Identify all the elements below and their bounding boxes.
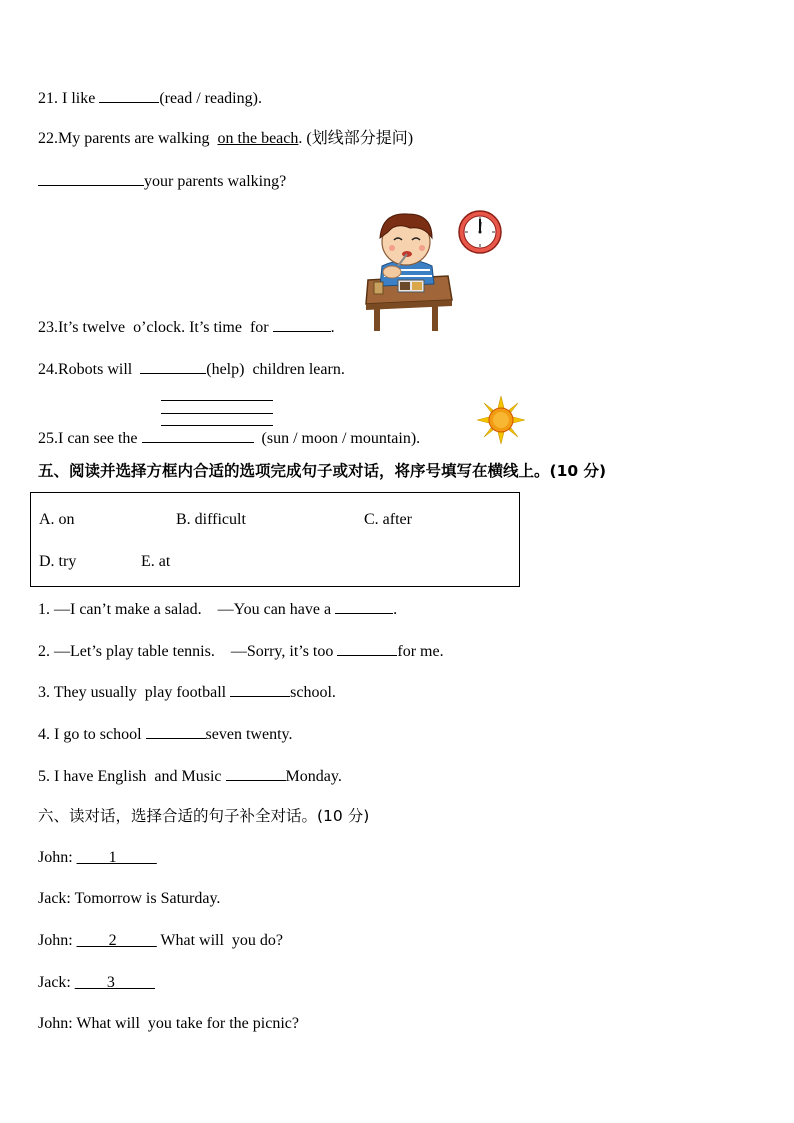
writing-line <box>161 425 273 426</box>
clock-icon <box>457 209 503 255</box>
s5-item-3: 3. They usually play football school. <box>38 681 336 703</box>
question-24: 24.Robots will (help) children learn. <box>38 358 345 380</box>
answer-blank[interactable]: ____2_____ <box>76 932 157 949</box>
dialogue-line: Jack: Tomorrow is Saturday. <box>38 890 221 907</box>
answer-blank[interactable] <box>337 640 397 656</box>
options-box <box>30 492 520 587</box>
sun-icon <box>477 396 525 444</box>
question-21: 21. I like (read / reading). <box>38 87 262 109</box>
answer-blank[interactable] <box>38 170 144 186</box>
answer-blank[interactable]: ____3_____ <box>74 974 155 991</box>
answer-blank[interactable] <box>142 427 254 443</box>
option-c: C. after <box>364 511 412 528</box>
dialogue-line: John: ____1_____ <box>38 849 157 866</box>
question-23: 23.It’s twelve o’clock. It’s time for . <box>38 316 335 338</box>
option-a: A. on <box>39 511 75 528</box>
s5-item-1: 1. —I can’t make a salad. —You can have a . <box>38 598 397 620</box>
answer-blank[interactable] <box>335 598 393 614</box>
writing-line <box>161 400 273 401</box>
answer-blank[interactable] <box>146 723 206 739</box>
writing-line <box>161 413 273 414</box>
question-25: 25.I can see the (sun / moon / mountain). <box>38 427 420 449</box>
answer-blank[interactable]: ____1_____ <box>76 849 157 866</box>
dialogue-line: John: ____2_____ What will you do? <box>38 932 284 949</box>
s5-item-5: 5. I have English and Music Monday. <box>38 765 342 787</box>
option-d: D. try <box>39 553 77 570</box>
answer-blank[interactable] <box>230 681 290 697</box>
s5-item-4: 4. I go to school seven twenty. <box>38 723 292 745</box>
boy-eating-illustration <box>362 208 454 334</box>
dialogue-line: John: What will you take for the picnic? <box>38 1015 299 1032</box>
answer-blank[interactable] <box>99 87 159 103</box>
question-22: 22.My parents are walking on the beach. (划线部分提问) <box>38 130 414 147</box>
section-6-heading: 六、读对话，选择合适的句子补全对话。(10 分) <box>38 807 370 825</box>
answer-blank[interactable] <box>140 358 206 374</box>
option-b: B. difficult <box>176 511 246 528</box>
question-22-answer-line: your parents walking? <box>38 170 286 192</box>
answer-blank[interactable] <box>226 765 286 781</box>
s5-item-2: 2. —Let’s play table tennis. —Sorry, it’s too for me. <box>38 640 444 662</box>
answer-blank[interactable] <box>273 316 331 332</box>
dialogue-line: Jack: ____3_____ <box>38 974 155 991</box>
section-5-heading: 五、阅读并选择方框内合适的选项完成句子或对话，将序号填写在横线上。(10 分) <box>38 462 607 480</box>
option-e: E. at <box>141 553 171 570</box>
